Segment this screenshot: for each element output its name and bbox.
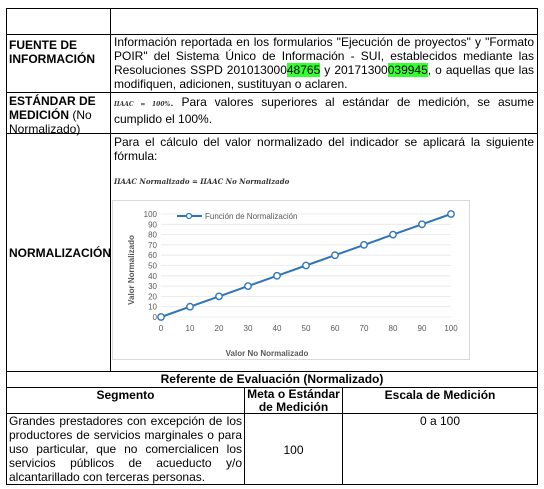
data-point: [216, 293, 222, 299]
fuente-label: FUENTE DE INFORMACIÓN: [9, 38, 95, 66]
y-tick-label: 40: [148, 271, 157, 281]
estandar-label-cell: [6, 92, 111, 134]
data-point: [245, 283, 251, 289]
normalizacion-label-cell: [6, 133, 111, 372]
x-tick-label: 10: [185, 324, 195, 333]
legend-marker: [187, 214, 192, 219]
x-tick-label: 50: [301, 324, 311, 333]
x-tick-label: 40: [272, 324, 282, 333]
y-tick-label: 0: [152, 313, 157, 322]
escala-value: 0 a 100: [419, 414, 461, 428]
x-tick-label: 60: [330, 324, 340, 333]
data-point: [303, 262, 309, 268]
empty-cell-left: [6, 8, 111, 35]
y-tick-label: 70: [148, 240, 157, 250]
normalizacion-content-cell: [110, 133, 538, 372]
y-tick-label: 60: [148, 251, 157, 261]
normalizacion-formula: IIAAC Normalizado = IIAAC No Normalizado: [114, 177, 290, 186]
x-tick-label: 0: [158, 324, 164, 333]
fuente-text-b: y 20171300: [320, 63, 388, 77]
normalizacion-label: NORMALIZACIÓN: [9, 246, 111, 260]
meta-cell: [244, 413, 343, 485]
x-tick-label: 30: [243, 324, 253, 333]
y-tick-label: 80: [148, 230, 157, 240]
data-point: [419, 221, 425, 227]
header-meta: [244, 387, 343, 414]
data-point: [448, 211, 454, 217]
fuente-highlight-1: 48765: [286, 63, 321, 77]
fuente-highlight-2: 039945: [387, 63, 428, 77]
fuente-text-c: , o aquellas que las modifiquen, adicionen, sustituyan o aclaren.: [114, 63, 535, 91]
header-escala: [342, 387, 538, 414]
segmento-cell: [6, 413, 245, 485]
x-tick-label: 80: [388, 324, 398, 333]
y-tick-label: 50: [148, 261, 157, 271]
y-axis-label: Valor Normalizado: [127, 235, 136, 305]
estandar-label-suffix: (No Normalizado): [9, 108, 92, 136]
x-tick-label: 20: [214, 324, 224, 333]
data-point: [187, 304, 193, 310]
legend-label: Función de Normalización: [205, 212, 298, 221]
fuente-label-cell: [6, 34, 111, 93]
header-escala-label: Escala de Medición: [384, 388, 496, 402]
segmento-text: Grandes prestadores con excepción de los productores de servicios marginales o para uso particular, que no comercialicen los servicios públicos de acueducto y/o alcantarillado con terceras personas.: [9, 414, 242, 484]
normalization-chart: [112, 200, 470, 360]
data-point: [274, 273, 280, 279]
data-point: [361, 242, 367, 248]
estandar-text-cell: [110, 92, 538, 134]
header-meta-label: Meta o Estándar de Medición: [247, 387, 340, 414]
y-tick-label: 20: [148, 292, 157, 302]
fuente-text-a: Información reportada en los formularios "Ejecución de proyectos" y "Formato POIR" del Sistema Único de Información - SUI, establecidos mediante las Resoluciones SSPD 201013000: [114, 35, 534, 77]
estandar-formula: IIAAC = 100%: [114, 101, 171, 108]
x-axis-label: Valor No Normalizado: [225, 349, 309, 358]
header-segmento-label: Segmento: [96, 388, 155, 402]
data-point: [158, 314, 164, 320]
data-point: [390, 231, 396, 237]
referente-title-cell: [6, 371, 538, 388]
normalizacion-intro: Para el cálculo del valor normalizado del indicador se aplicará la siguiente fórmula:: [114, 135, 534, 163]
empty-cell-right: [110, 8, 538, 35]
x-tick-label: 90: [417, 324, 427, 333]
referente-title: Referente de Evaluación (Normalizado): [160, 372, 384, 386]
x-tick-label: 70: [359, 324, 369, 333]
estandar-text: . Para valores superiores al estándar de medición, se asume cumplido el 100%.: [114, 95, 534, 126]
meta-value: 100: [283, 443, 304, 457]
estandar-label: ESTÁNDAR DE MEDICIÓN: [9, 94, 96, 122]
escala-cell: [342, 413, 538, 485]
y-tick-label: 100: [143, 210, 157, 219]
header-segmento: [6, 387, 245, 414]
y-tick-label: 30: [148, 282, 157, 292]
data-point: [332, 252, 338, 258]
y-tick-label: 10: [148, 302, 157, 312]
fuente-text-cell: [110, 34, 538, 93]
y-tick-label: 90: [148, 220, 157, 230]
x-tick-label: 100: [444, 324, 458, 333]
